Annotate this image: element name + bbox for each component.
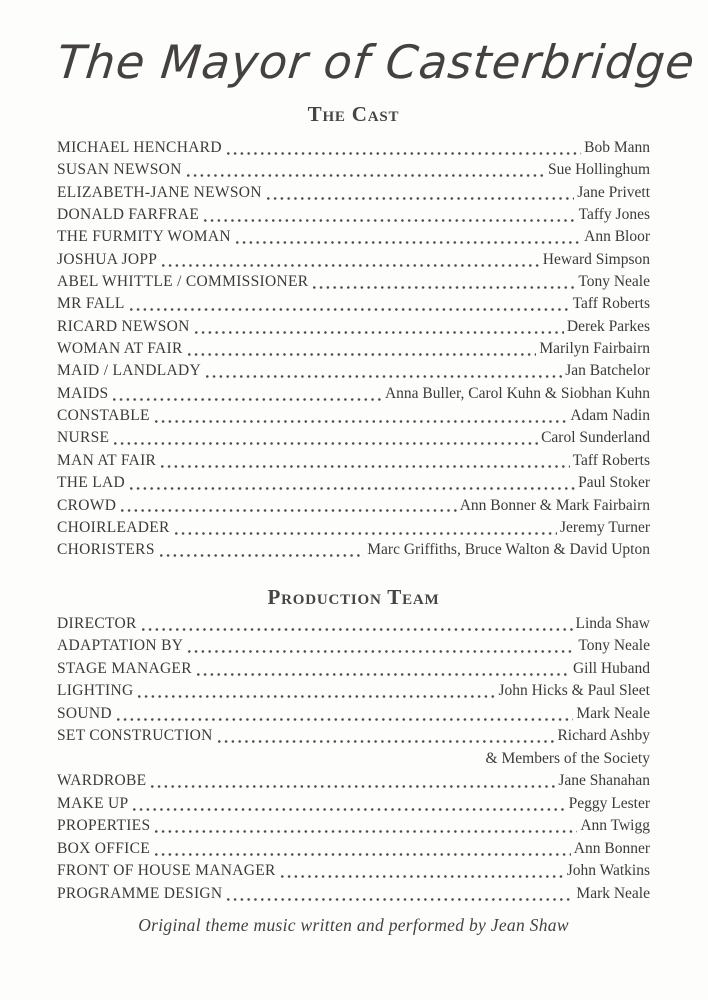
performer-name: Taffy Jones xyxy=(578,206,650,224)
role-label: DIRECTOR xyxy=(57,614,137,632)
dotted-leader xyxy=(130,472,575,494)
dotted-leader xyxy=(113,383,382,405)
dotted-leader xyxy=(162,249,540,271)
role-label: SUSAN NEWSON xyxy=(57,161,182,179)
role-label: SOUND xyxy=(57,704,112,722)
role-label: PROGRAMME DESIGN xyxy=(57,884,223,902)
production-row xyxy=(57,703,650,726)
role-label: THE LAD xyxy=(57,474,125,492)
cast-row xyxy=(57,271,650,293)
dotted-leader xyxy=(227,137,581,159)
role-label: MICHAEL HENCHARD xyxy=(57,139,222,156)
cast-row xyxy=(57,450,650,472)
cast-row xyxy=(57,249,650,271)
dotted-leader xyxy=(267,182,575,204)
crew-member-name: Gill Huband xyxy=(572,659,650,677)
dotted-leader xyxy=(187,159,545,181)
dotted-leader xyxy=(160,539,365,561)
cast-row xyxy=(57,204,650,226)
performer-name: Taff Roberts xyxy=(572,295,650,313)
cast-row xyxy=(57,159,650,181)
cast-row xyxy=(57,360,650,382)
cast-row xyxy=(57,137,650,159)
crew-member-name: Ann Twigg xyxy=(580,817,650,835)
role-label: ADAPTATION BY xyxy=(57,637,184,655)
dotted-leader xyxy=(155,405,568,427)
cast-list xyxy=(57,137,650,562)
cast-row xyxy=(57,495,650,517)
dotted-leader xyxy=(133,793,565,816)
production-row xyxy=(57,860,650,883)
role-label: JOSHUA JOPP xyxy=(57,250,158,268)
dotted-leader xyxy=(121,495,457,517)
dotted-leader xyxy=(155,815,577,838)
cast-row xyxy=(57,293,650,315)
crew-member-name: Peggy Lester xyxy=(568,794,650,812)
production-row xyxy=(57,725,650,748)
dotted-leader xyxy=(175,517,557,539)
dotted-leader xyxy=(195,316,564,338)
dotted-leader xyxy=(204,204,575,226)
cast-heading: The Cast xyxy=(307,102,400,126)
cast-row xyxy=(57,383,650,405)
dotted-leader xyxy=(142,613,573,636)
dotted-leader xyxy=(197,658,570,681)
production-team-list xyxy=(57,613,650,906)
performer-name: Jeremy Turner xyxy=(560,518,650,536)
role-label: BOX OFFICE xyxy=(57,839,151,857)
role-label: ABEL WHITTLE / COMMISSIONER xyxy=(57,273,309,291)
role-label: MR FALL xyxy=(57,295,125,313)
dotted-leader xyxy=(227,883,573,906)
performer-name: Heward Simpson xyxy=(542,250,650,268)
production-row xyxy=(57,770,650,793)
production-row xyxy=(57,815,650,838)
role-label: CONSTABLE xyxy=(57,407,150,425)
dotted-leader xyxy=(313,271,575,293)
crew-member-name: Mark Neale xyxy=(576,884,650,902)
dotted-leader xyxy=(206,360,562,382)
cast-row xyxy=(57,517,650,539)
performer-name: Tony Neale xyxy=(578,273,650,291)
cast-row xyxy=(57,316,650,338)
crew-member-name: Linda Shaw xyxy=(575,614,650,632)
role-label: PROPERTIES xyxy=(57,817,151,835)
dotted-leader xyxy=(188,338,537,360)
cast-row xyxy=(57,472,650,494)
production-row xyxy=(57,613,650,636)
performer-name: Sue Hollinghum xyxy=(547,161,650,179)
dotted-leader xyxy=(155,838,571,861)
role-label: FRONT OF HOUSE MANAGER xyxy=(57,862,276,880)
role-label: MAID / LANDLADY xyxy=(57,362,201,380)
performer-name: Adam Nadin xyxy=(570,407,650,425)
production-row xyxy=(57,635,650,658)
dotted-leader xyxy=(151,770,555,793)
performer-name: Taff Roberts xyxy=(572,451,650,469)
role-label: THE FURMITY WOMAN xyxy=(57,228,231,246)
role-label: CROWD xyxy=(57,496,117,514)
performer-name: Paul Stoker xyxy=(578,474,650,492)
crew-member-name: Ann Bonner xyxy=(573,839,650,857)
dotted-leader xyxy=(114,427,538,449)
role-label: MAKE UP xyxy=(57,794,129,812)
role-label: NURSE xyxy=(57,429,110,447)
role-label: STAGE MANAGER xyxy=(57,659,192,677)
performer-name: Carol Sunderland xyxy=(541,429,650,447)
role-label: LIGHTING xyxy=(57,682,134,700)
cast-row xyxy=(57,405,650,427)
theme-music-note: Original theme music written and performed by Jean Shaw xyxy=(138,915,569,936)
crew-member-name: John Watkins xyxy=(566,862,650,880)
cast-row xyxy=(57,182,650,204)
performer-name: Jane Privett xyxy=(577,183,650,201)
production-row xyxy=(57,838,650,861)
cast-row xyxy=(57,338,650,360)
performer-name: Ann Bloor xyxy=(584,228,650,246)
crew-member-name: Jane Shanahan xyxy=(558,772,650,790)
crew-member-name: Mark Neale xyxy=(576,704,650,722)
role-label: CHORISTERS xyxy=(57,541,155,559)
crew-member-name: & Members of the Society xyxy=(485,749,650,767)
dotted-leader xyxy=(218,725,555,748)
role-label: SET CONSTRUCTION xyxy=(57,727,213,745)
role-label: ELIZABETH-JANE NEWSON xyxy=(57,183,262,201)
production-row xyxy=(57,658,650,681)
performer-name: Marc Griffiths, Bruce Walton & David Upton xyxy=(367,541,650,559)
role-label: MAIDS xyxy=(57,384,109,402)
performer-name: Ann Bonner & Mark Fairbairn xyxy=(459,496,650,514)
role-label: DONALD FARFRAE xyxy=(57,206,200,224)
production-row xyxy=(57,793,650,816)
dotted-leader xyxy=(236,226,581,248)
dotted-leader xyxy=(130,293,570,315)
performer-name: Anna Buller, Carol Kuhn & Siobhan Kuhn xyxy=(384,384,650,402)
dotted-leader xyxy=(281,860,564,883)
cast-row xyxy=(57,226,650,248)
crew-member-name: John Hicks & Paul Sleet xyxy=(498,682,650,700)
role-label: MAN AT FAIR xyxy=(57,451,157,469)
role-label: CHOIRLEADER xyxy=(57,518,170,536)
crew-member-name: Tony Neale xyxy=(578,637,650,655)
role-label: RICARD NEWSON xyxy=(57,317,190,335)
performer-name: Marilyn Fairbairn xyxy=(539,340,650,358)
dotted-leader xyxy=(117,703,574,726)
performer-name: Jan Batchelor xyxy=(565,362,650,380)
performer-name: Bob Mann xyxy=(584,139,650,156)
dotted-leader xyxy=(188,635,575,658)
dotted-leader xyxy=(161,450,569,472)
cast-row xyxy=(57,539,650,561)
production-row xyxy=(57,748,650,771)
cast-row xyxy=(57,427,650,449)
performer-name: Derek Parkes xyxy=(566,317,650,335)
production-row xyxy=(57,883,650,906)
production-team-heading: Production Team xyxy=(267,584,440,609)
page-title: The Mayor of Casterbridge xyxy=(54,35,698,89)
crew-member-name: Richard Ashby xyxy=(557,727,650,745)
role-label: WOMAN AT FAIR xyxy=(57,340,183,358)
production-row xyxy=(57,680,650,703)
dotted-leader xyxy=(138,680,495,703)
role-label: WARDROBE xyxy=(57,772,147,790)
